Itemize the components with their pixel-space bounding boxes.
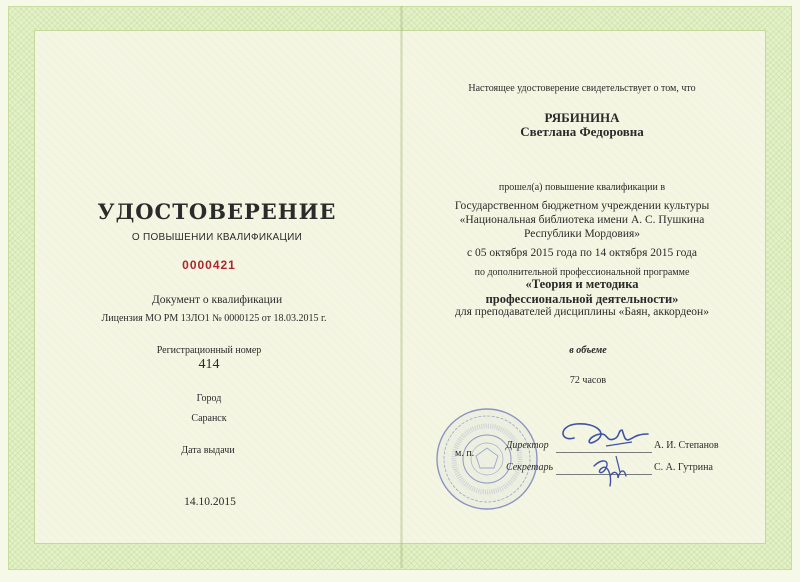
certificate-title: УДОСТОВЕРЕНИЕ bbox=[97, 199, 337, 224]
program-label: по дополнительной профессиональной программе bbox=[474, 267, 690, 278]
registration-number: 414 bbox=[198, 357, 220, 372]
institution-line-3: Республики Мордовия» bbox=[523, 228, 641, 240]
round-seal-stamp bbox=[432, 404, 542, 514]
program-title-1: «Теория и методика bbox=[525, 277, 639, 291]
issue-date-label: Дата выдачи bbox=[181, 445, 235, 456]
issue-date-value: 14.10.2015 bbox=[184, 496, 236, 508]
city-label: Город bbox=[196, 393, 222, 404]
secretary-name: С. А. Гутрина bbox=[654, 462, 713, 473]
document-type: Документ о квалификации bbox=[151, 294, 283, 306]
holder-surname: РЯБИНИНА bbox=[544, 110, 620, 125]
seal-place-mark: м. п. bbox=[455, 448, 475, 459]
certificate-subtitle: О ПОВЫШЕНИИ КВАЛИФИКАЦИИ bbox=[131, 232, 303, 243]
training-period: с 05 октября 2015 года по 14 октября 2015 года bbox=[467, 247, 697, 259]
intro-line: Настоящее удостоверение свидетельствует о том, что bbox=[468, 83, 696, 94]
registration-label: Регистрационный номер bbox=[156, 345, 262, 356]
institution-line-1: Государственном бюджетном учреждении культуры bbox=[454, 200, 710, 212]
city-value: Саранск bbox=[191, 413, 227, 424]
volume-label: в объеме bbox=[569, 345, 607, 356]
secretary-label: Секретарь bbox=[506, 462, 554, 473]
certificate-number: 0000421 bbox=[182, 258, 236, 272]
passed-line: прошел(а) повышение квалификации в bbox=[498, 182, 666, 193]
institution-line-2: «Национальная библиотека имени А. С. Пушкина bbox=[459, 214, 705, 226]
program-title-2: профессиональной деятельности» bbox=[485, 292, 679, 306]
director-name: А. И. Степанов bbox=[654, 440, 719, 451]
license-line: Лицензия МО РМ 13ЛО1 № 0000125 от 18.03.2015 г. bbox=[101, 313, 327, 324]
director-label: Директор bbox=[506, 440, 549, 451]
holder-name: Светлана Федоровна bbox=[520, 124, 644, 139]
program-title-3: для преподавателей дисциплины «Баян, аккордеон» bbox=[455, 306, 709, 318]
secretary-signature bbox=[584, 446, 644, 494]
center-fold bbox=[400, 6, 403, 568]
volume-value: 72 часов bbox=[569, 375, 607, 386]
